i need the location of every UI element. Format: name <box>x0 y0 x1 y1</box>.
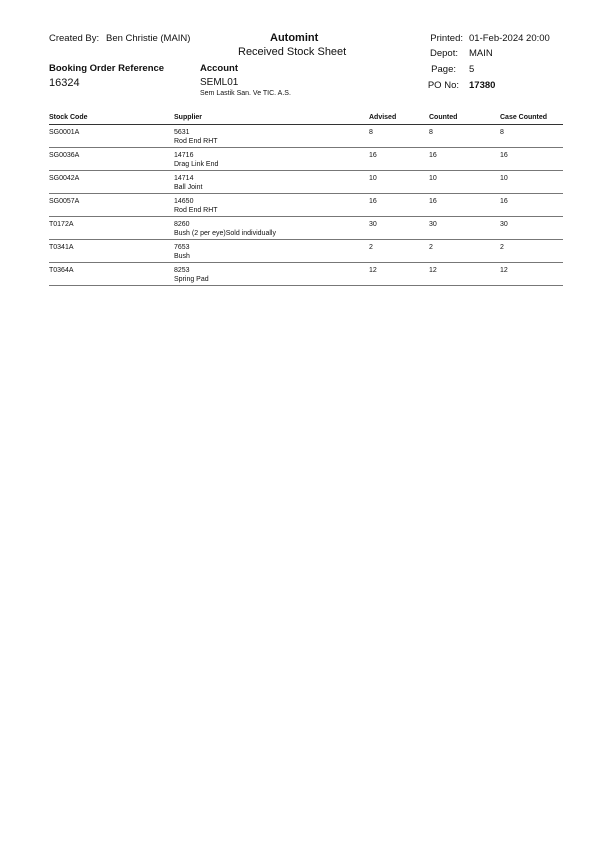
advised-qty: 8 <box>369 129 373 136</box>
page-label: Page: <box>431 64 456 75</box>
table-row <box>49 240 563 263</box>
stock-code: T0364A <box>49 267 74 274</box>
created-by-value: Ben Christie (MAIN) <box>106 33 191 44</box>
supplier-ref: 14714 <box>174 175 194 182</box>
case-counted-qty: 8 <box>500 129 504 136</box>
supplier-ref: 8260 <box>174 221 190 228</box>
column-header-counted: Counted <box>429 114 458 121</box>
page-value: 5 <box>469 64 475 75</box>
stock-code: SG0057A <box>49 198 80 205</box>
created-by-label: Created By: <box>49 33 100 44</box>
supplier-description: Rod End RHT <box>174 138 218 145</box>
table-row <box>49 171 563 194</box>
po-number-label: PO No: <box>427 80 459 91</box>
table-row <box>49 194 563 217</box>
stock-code: T0341A <box>49 244 74 251</box>
advised-qty: 12 <box>369 267 377 274</box>
case-counted-qty: 30 <box>500 221 508 228</box>
column-header-case-counted: Case Counted <box>500 114 548 121</box>
counted-qty: 2 <box>429 244 433 251</box>
table-row <box>49 148 563 171</box>
company-name: Automint <box>270 32 319 44</box>
column-header-supplier: Supplier <box>174 114 203 121</box>
supplier-ref: 8253 <box>174 267 190 274</box>
stock-code: SG0036A <box>49 152 80 159</box>
stock-table <box>49 114 563 286</box>
depot-value: MAIN <box>469 48 493 59</box>
stock-code: SG0042A <box>49 175 80 182</box>
po-number-value: 17380 <box>469 80 496 91</box>
printed-value: 01-Feb-2024 20:00 <box>469 33 550 44</box>
document-title: Received Stock Sheet <box>238 46 347 58</box>
advised-qty: 16 <box>369 198 377 205</box>
case-counted-qty: 16 <box>500 152 508 159</box>
advised-qty: 16 <box>369 152 377 159</box>
account-name: Sem Lastik San. Ve TIC. A.S. <box>200 90 291 97</box>
advised-qty: 30 <box>369 221 377 228</box>
counted-qty: 16 <box>429 198 437 205</box>
booking-reference-value: 16324 <box>49 77 80 89</box>
printed-label: Printed: <box>430 33 463 44</box>
advised-qty: 2 <box>369 244 373 251</box>
booking-reference-label: Booking Order Reference <box>49 63 165 74</box>
stock-code: T0172A <box>49 221 74 228</box>
advised-qty: 10 <box>369 175 377 182</box>
stock-code: SG0001A <box>49 129 80 136</box>
supplier-description: Ball Joint <box>174 184 203 191</box>
supplier-description: Rod End RHT <box>174 207 218 214</box>
supplier-description: Spring Pad <box>174 276 209 283</box>
supplier-description: Drag Link End <box>174 161 219 168</box>
counted-qty: 16 <box>429 152 437 159</box>
table-row <box>49 125 563 148</box>
supplier-ref: 14650 <box>174 198 194 205</box>
case-counted-qty: 2 <box>500 244 504 251</box>
supplier-description: Bush (2 per eye)Sold individually <box>174 230 276 237</box>
counted-qty: 10 <box>429 175 437 182</box>
case-counted-qty: 10 <box>500 175 508 182</box>
counted-qty: 12 <box>429 267 437 274</box>
account-label: Account <box>200 63 238 74</box>
column-header-advised: Advised <box>369 114 397 121</box>
case-counted-qty: 16 <box>500 198 508 205</box>
supplier-description: Bush <box>174 253 190 260</box>
table-row <box>49 217 563 240</box>
supplier-ref: 5631 <box>174 129 190 136</box>
column-header-stock-code: Stock Code <box>49 114 88 121</box>
account-code: SEML01 <box>200 77 239 88</box>
counted-qty: 8 <box>429 129 433 136</box>
depot-label: Depot: <box>430 48 458 59</box>
table-header <box>49 114 563 125</box>
counted-qty: 30 <box>429 221 437 228</box>
table-row <box>49 263 563 286</box>
case-counted-qty: 12 <box>500 267 508 274</box>
supplier-ref: 14716 <box>174 152 194 159</box>
supplier-ref: 7653 <box>174 244 190 251</box>
